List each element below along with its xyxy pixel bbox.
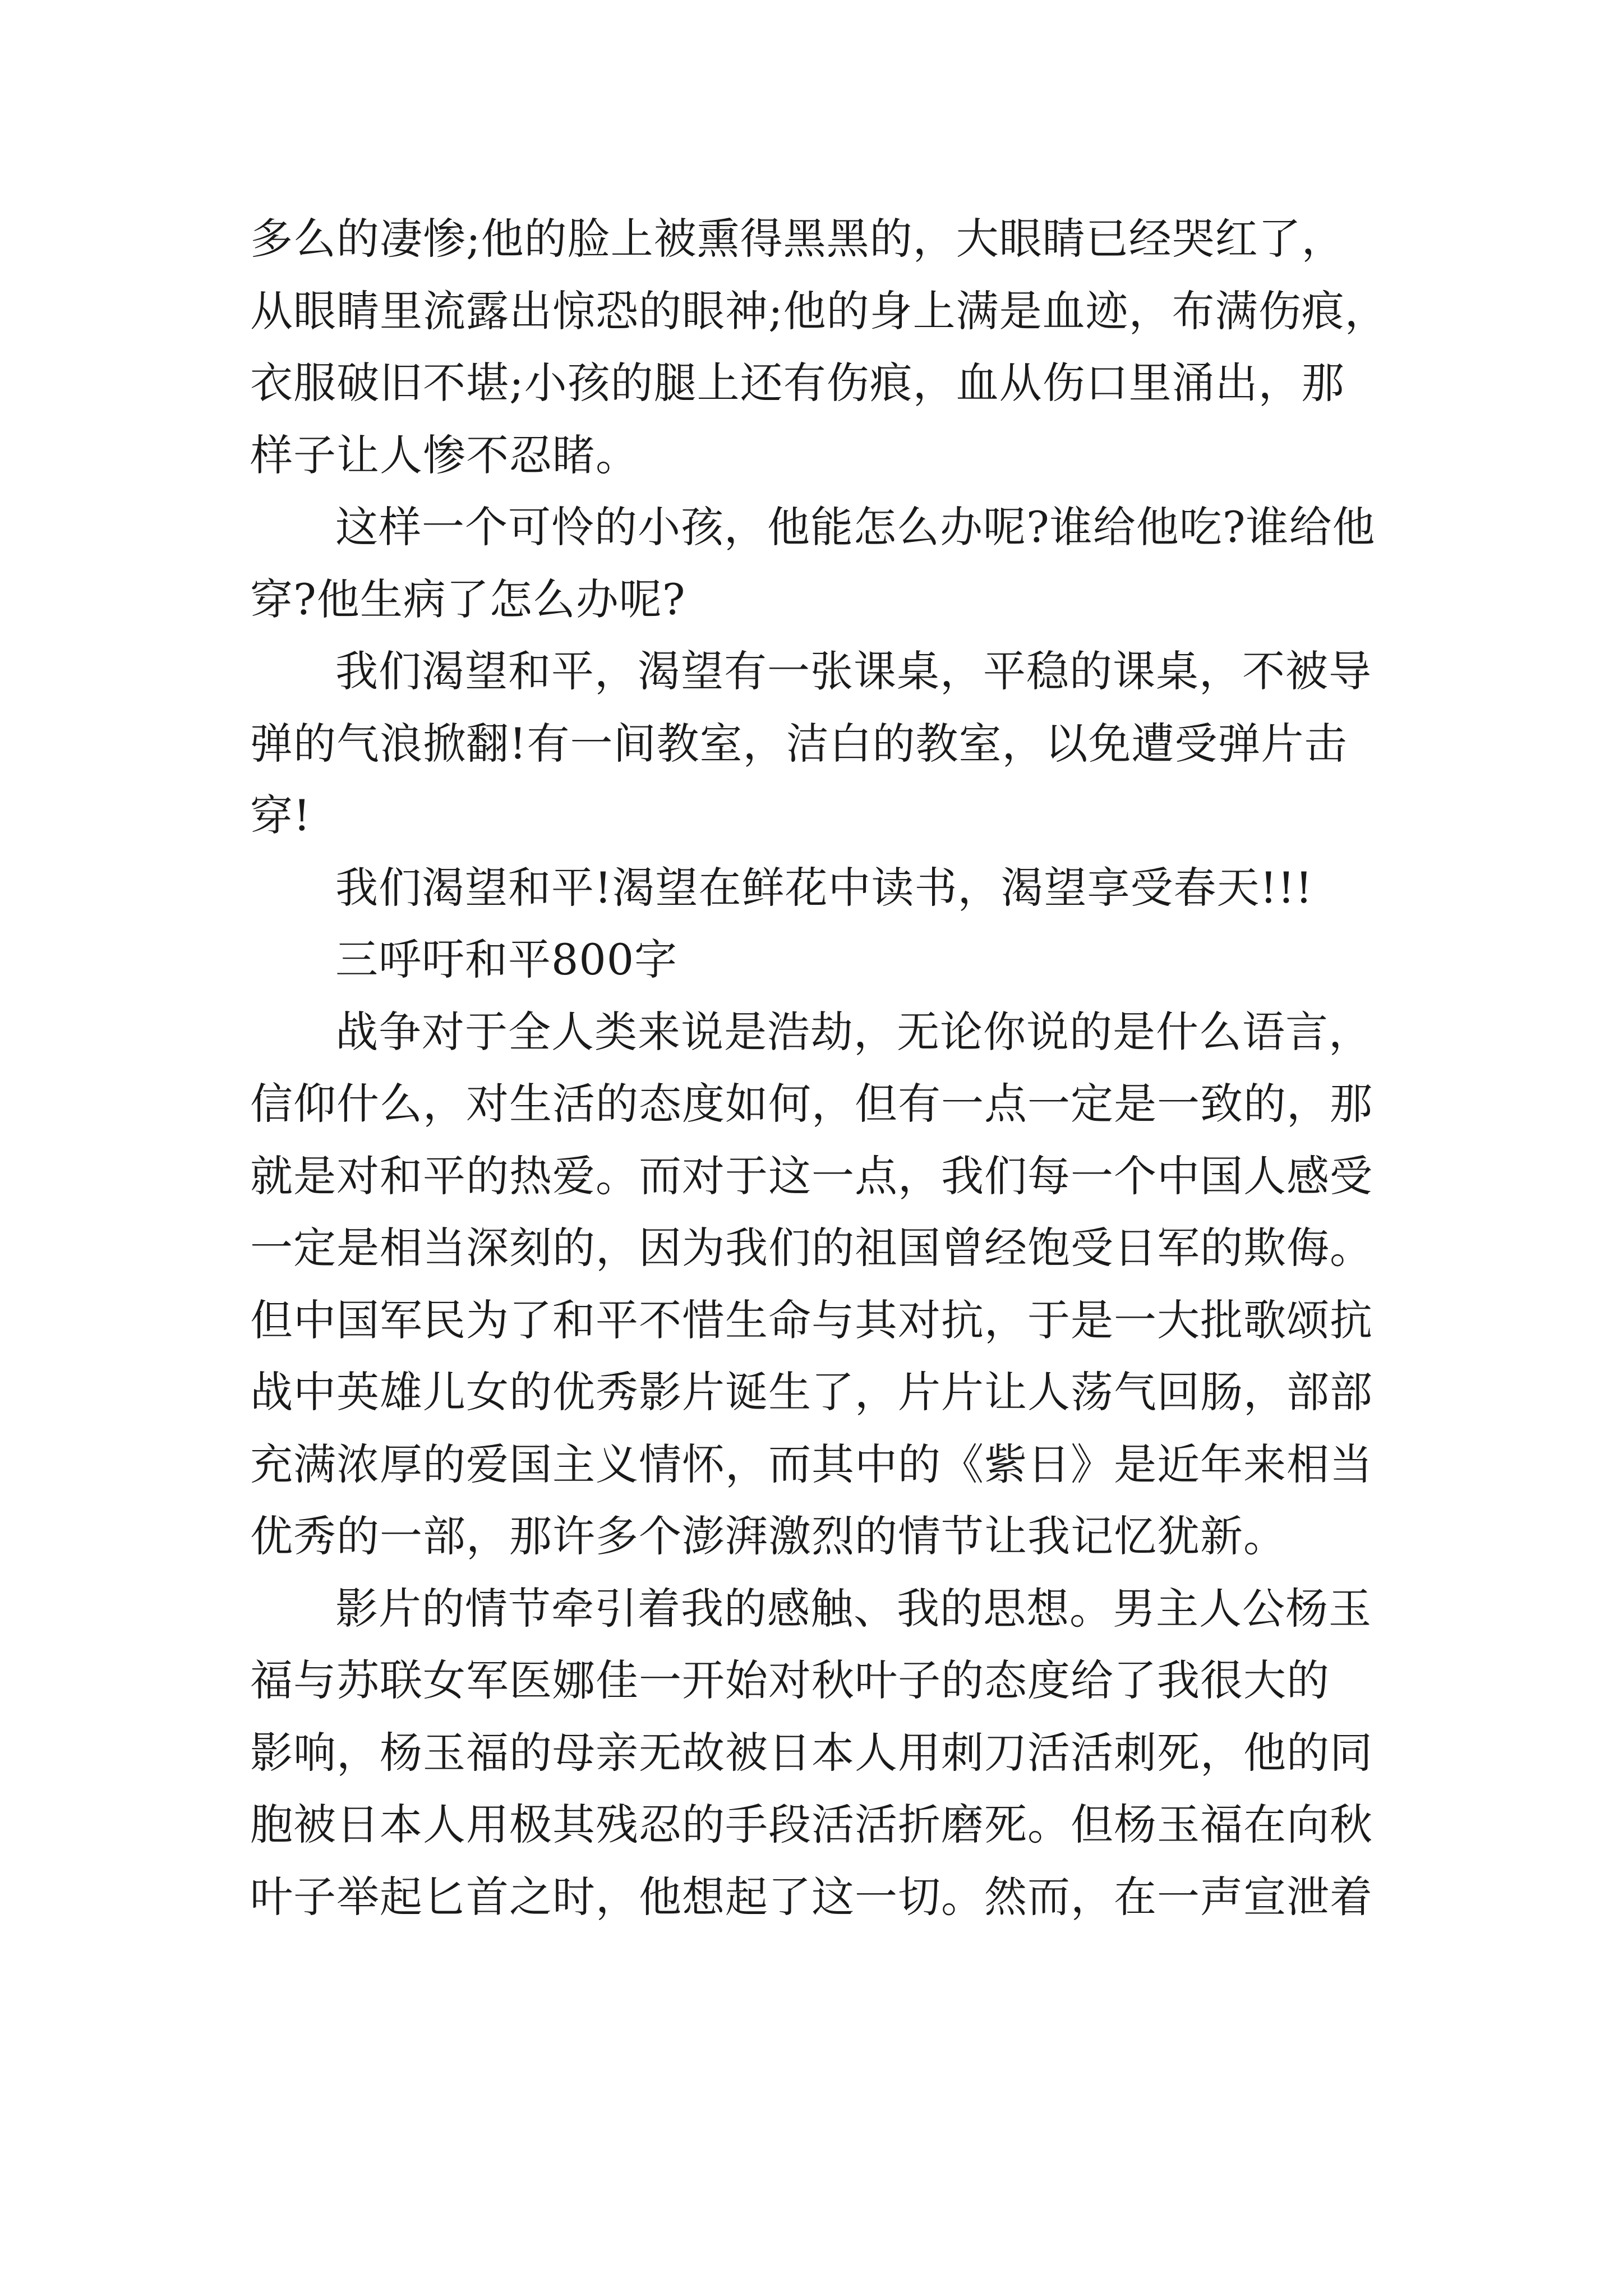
text-line: 从眼睛里流露出惊恐的眼神;他的身上满是血迹，布满伤痕， [250, 286, 1388, 336]
paragraph-3 [250, 636, 1394, 852]
paragraph-4 [250, 852, 1394, 924]
paragraph-2 [250, 491, 1394, 636]
paragraph-1 [250, 203, 1394, 491]
paragraph-5 [250, 996, 1394, 1573]
text-line: 穿! [250, 790, 311, 840]
text-line: 我们渴望和平!渴望在鲜花中读书，渴望享受春天!!! [335, 862, 1313, 913]
text-line: 弹的气浪掀翻!有一间教室，洁白的教室，以免遭受弹片击 [250, 718, 1348, 769]
text-line: 这样一个可怜的小孩，他能怎么办呢?谁给他吃?谁给他 [335, 502, 1376, 552]
text-line: 就是对和平的热爱。而对于这一点，我们每一个中国人感受 [250, 1151, 1373, 1201]
text-line: 但中国军民为了和平不惜生命与其对抗，于是一大批歌颂抗 [250, 1295, 1373, 1345]
text-line: 多么的凄惨;他的脸上被熏得黑黑的，大眼睛已经哭红了， [250, 214, 1345, 264]
document-body [250, 203, 1394, 1933]
text-line: 胞被日本人用极其残忍的手段活活折磨死。但杨玉福在向秋 [250, 1800, 1373, 1849]
paragraph-6 [250, 1573, 1394, 1934]
text-line: 优秀的一部，那许多个澎湃激烈的情节让我记忆犹新。 [250, 1511, 1287, 1561]
text-line: 信仰什么，对生活的态度如何，但有一点一定是一致的，那 [250, 1079, 1373, 1129]
heading-line: 三呼吁和平800字 [335, 935, 678, 984]
text-line: 战中英雄儿女的优秀影片诞生了，片片让人荡气回肠，部部 [250, 1367, 1373, 1417]
text-line: 穿?他生病了怎么办呢? [250, 574, 686, 624]
text-line: 叶子举起匕首之时，他想起了这一切。然而，在一声宣泄着 [250, 1871, 1373, 1922]
text-line: 我们渴望和平，渴望有一张课桌，平稳的课桌，不被导 [335, 646, 1372, 696]
text-line: 影响，杨玉福的母亲无故被日本人用刺刀活活刺死，他的同 [250, 1727, 1373, 1778]
text-line: 衣服破旧不堪;小孩的腿上还有伤痕，血从伤口里涌出，那 [250, 358, 1345, 408]
section-heading [250, 924, 1394, 996]
text-line: 充满浓厚的爱国主义情怀，而其中的《紫日》是近年来相当 [250, 1439, 1373, 1489]
text-line: 战争对于全人类来说是浩劫，无论你说的是什么语言， [335, 1006, 1372, 1057]
text-line: 一定是相当深刻的，因为我们的祖国曾经饱受日军的欺侮。 [250, 1223, 1373, 1273]
text-line: 样子让人惨不忍睹。 [250, 430, 639, 480]
text-line: 福与苏联女军医娜佳一开始对秋叶子的态度给了我很大的 [250, 1655, 1330, 1705]
text-line: 影片的情节牵引着我的感触、我的思想。男主人公杨玉 [335, 1583, 1372, 1634]
